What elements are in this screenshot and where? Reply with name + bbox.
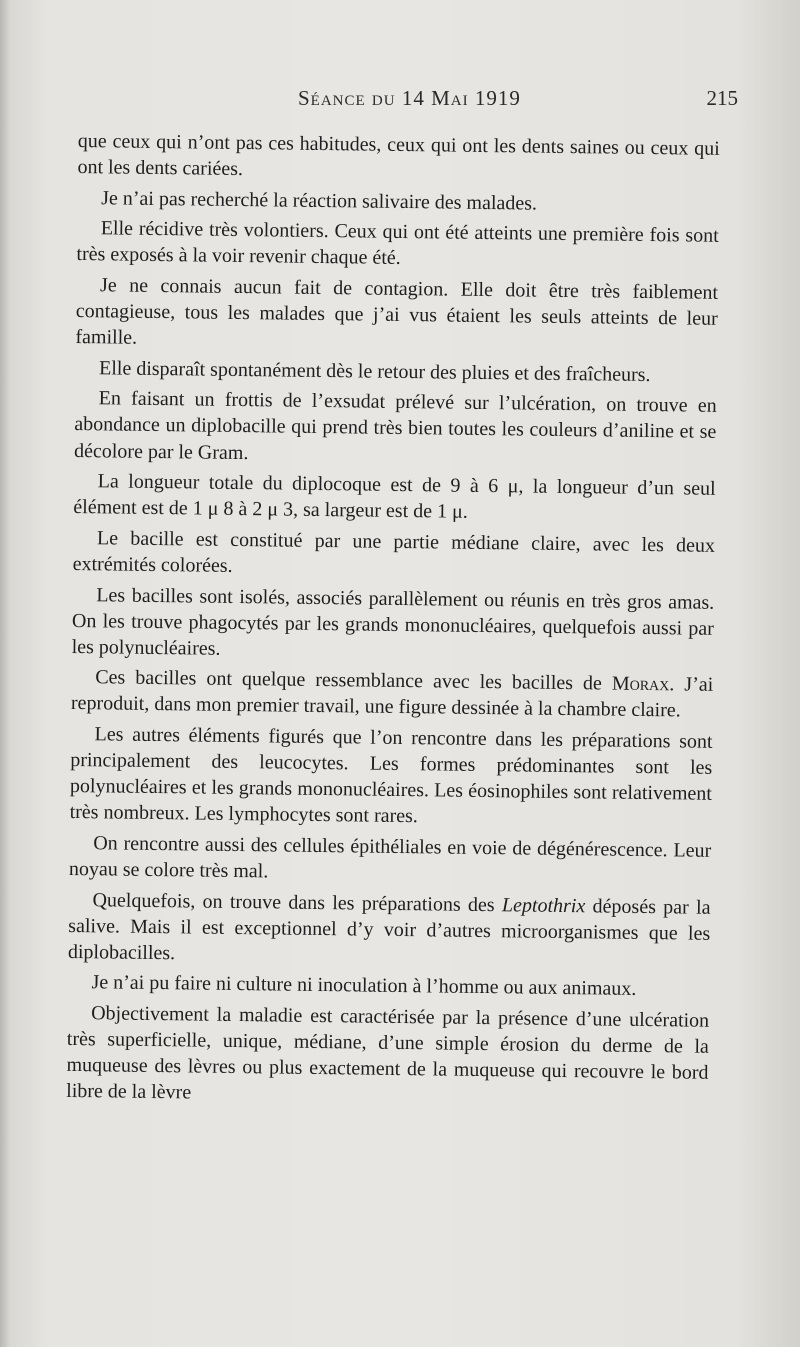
paragraph-text: Ces bacilles ont quelque ressemblance avec les bacilles de — [95, 666, 613, 695]
paragraph-text: . J’ai reproduit, dans mon premier travail, une figure dessinée à la chambre claire. — [70, 673, 714, 722]
running-head: Séance du 14 Mai 1919 — [298, 86, 521, 110]
paragraph: Je ne connais aucun fait de contagion. Elle doit être très faiblement contagieuse, tous les malades que j’ai vus étaient les seuls atteints de leur famille. — [75, 274, 719, 349]
paragraph: La longueur totale du diplocoque est de 9 à 6 μ, la longueur d’un seul élément est de 1 μ 8 à 2 μ 3, sa largeur est de 1 μ. — [73, 470, 716, 524]
paragraph: Le bacille est constitué par une partie médiane claire, avec les deux extrémités colorées. — [72, 527, 716, 577]
paragraph: que ceux qui n’ont pas ces habitudes, ceux qui ont les dents saines ou ceux qui ont les dents cariées. — [77, 129, 720, 181]
gutter-shadow — [0, 0, 10, 1347]
paragraph: En faisant un frottis de l’exsudat prélevé sur l’ulcération, on trouve en abondance un diplobacille qui prend très bien toutes les couleurs d’aniline et se décolore par le Gram. — [73, 387, 717, 464]
paragraph: Elle récidive très volontiers. Ceux qui ont été atteints une première fois sont très exposés à la voir revenir chaque été. — [76, 217, 719, 270]
italic-term: Leptothrix — [501, 893, 586, 917]
paragraph — [71, 664, 714, 724]
paragraph-text: Quelquefois, on trouve dans les préparations des — [92, 888, 503, 916]
body-text — [66, 128, 720, 1117]
paragraph: Je n’ai pas recherché la réaction salivaire des malades. — [101, 186, 538, 215]
paragraph: On rencontre aussi des cellules épithéliales en voie de dégénérescence. Leur noyau se colore très mal. — [68, 832, 712, 883]
paragraph: Je n’ai pu faire ni culture ni inoculation à l’homme ou aux animaux. — [91, 971, 637, 1001]
paragraph: Les bacilles sont isolés, associés parallèlement ou réunis en très gros amas. On les trouve phagocytés par les grands mononucléaires, quelquefois aussi par les polynucléaires. — [71, 583, 715, 660]
paragraph: Objectivement la maladie est caractérisée par la présence d’une ulcération très superficielle, unique, médiane, d’une simple érosion du derme de la muqueuse des lèvres ou plus exactement de la muqueuse qui recouvre le bord libre de la lèvre — [66, 1002, 710, 1104]
paragraph-text: déposés par la salive. Mais il est exceptionnel d’y voir d’autres microorganismes que les diplobacilles. — [67, 894, 711, 964]
paragraph: Elle disparaît spontanément dès le retour des pluies et des fraîcheurs. — [98, 357, 651, 386]
page-number: 215 — [706, 86, 738, 110]
page-header — [78, 86, 738, 116]
paragraph — [68, 886, 711, 972]
author-name: Morax — [611, 672, 670, 696]
paragraph: Les autres éléments figurés que l’on rencontre dans les préparations sont principalement des leucocytes. Les formes prédominantes sont les polynucléaires et les grands mononucléaires. Les éosinophiles sont relativement très nombreux. Les lymphocytes sont rares. — [69, 723, 713, 828]
